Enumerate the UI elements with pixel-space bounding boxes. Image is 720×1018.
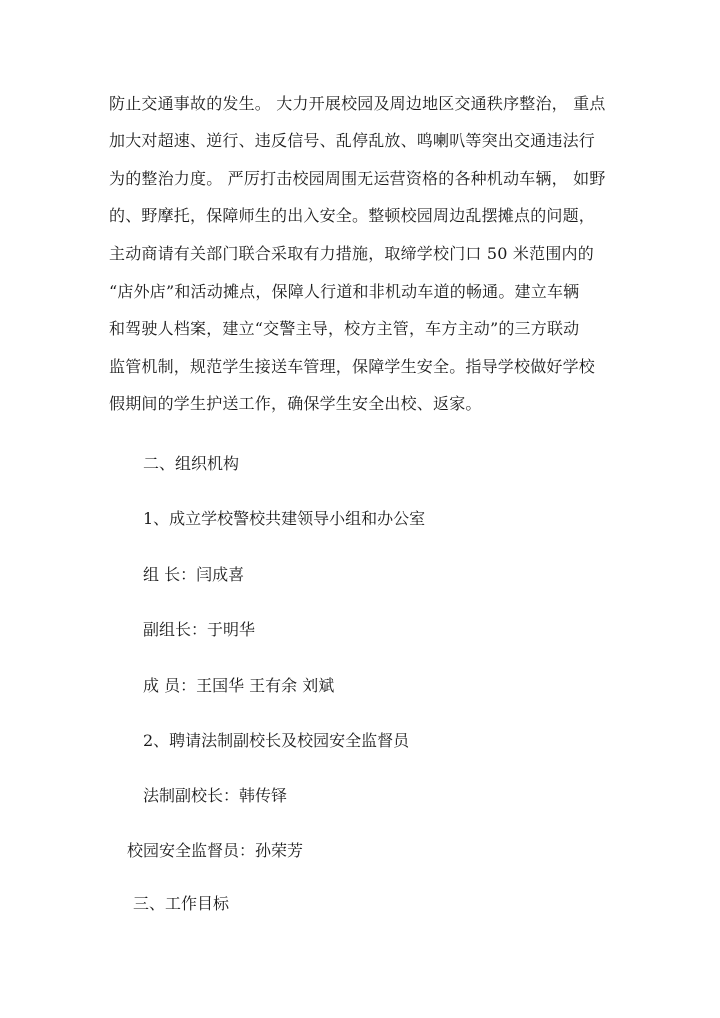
legal-vice-principal-line: 法制副校长：韩传铎 — [143, 786, 288, 805]
section-heading-work-goals: 三、工作目标 — [133, 894, 230, 913]
members-line: 成 员：王国华 王有余 刘斌 — [143, 676, 335, 695]
paragraph-line: 假期间的学生护送工作，确保学生安全出校、返家。 — [109, 394, 482, 413]
paragraph-line: 主动商请有关部门联合采取有力措施，取缔学校门口 50 米范围内的 — [109, 244, 594, 263]
group-leader-line: 组 长：闫成喜 — [143, 565, 245, 584]
paragraph-line: 为的整治力度。 严厉打击校园周围无运营资格的各种机动车辆， 如野 — [109, 169, 606, 188]
list-item-legal-vice-principal: 2、聘请法制副校长及校园安全监督员 — [143, 731, 410, 750]
list-item-leadership-group: 1、成立学校警校共建领导小组和办公室 — [143, 509, 426, 528]
paragraph-line: 防止交通事故的发生。 大力开展校园及周边地区交通秩序整治， 重点 — [109, 94, 606, 113]
safety-supervisor-line: 校园安全监督员：孙荣芳 — [127, 841, 304, 860]
paragraph-line: 加大对超速、逆行、违反信号、乱停乱放、鸣喇叭等突出交通违法行 — [109, 131, 596, 150]
deputy-leader-line: 副组长：于明华 — [143, 620, 256, 639]
paragraph-line: 的、野摩托，保障师生的出入安全。整顿校园周边乱摆摊点的问题， — [109, 206, 596, 225]
paragraph-line: 和驾驶人档案，建立“交警主导，校方主管，车方主动”的三方联动 — [109, 319, 580, 338]
paragraph-line: “店外店”和活动摊点，保障人行道和非机动车道的畅通。建立车辆 — [109, 282, 580, 301]
paragraph-line: 监管机制，规范学生接送车管理，保障学生安全。指导学校做好学校 — [109, 357, 596, 376]
section-heading-organization: 二、组织机构 — [143, 454, 240, 473]
